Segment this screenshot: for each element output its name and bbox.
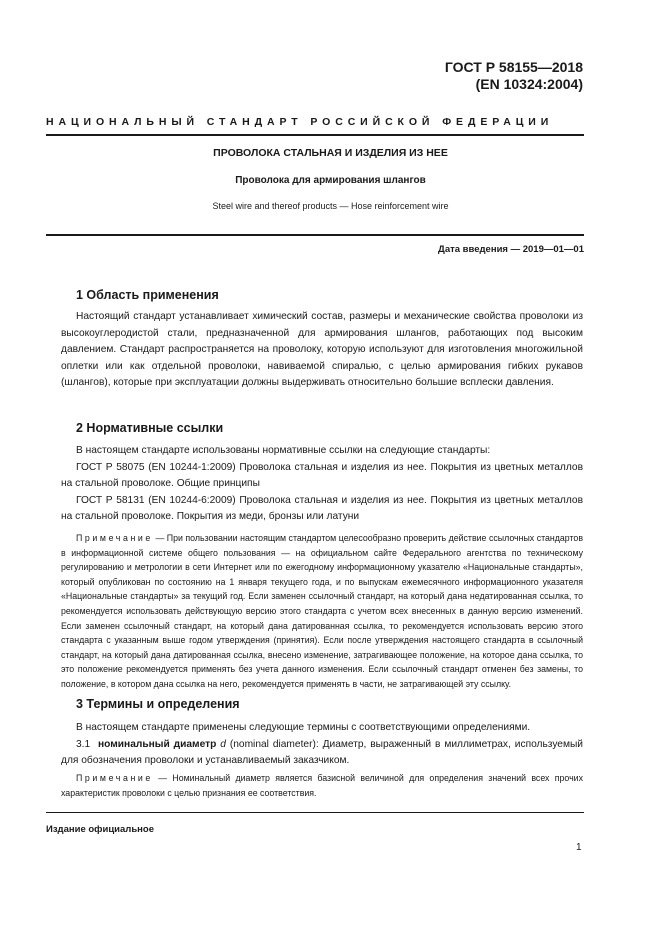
title-divider: [46, 234, 584, 236]
footer-divider: [46, 812, 584, 813]
page-number: 1: [576, 842, 582, 853]
section-3-heading: 3 Термины и определения: [76, 697, 240, 711]
gost-number: ГОСТ Р 58155—2018: [444, 59, 583, 75]
gost-designation: [445, 59, 583, 93]
english-title: Steel wire and thereof products — Hose reinforcement wire: [212, 201, 449, 211]
official-edition-label: Издание официальное: [46, 824, 154, 835]
note-label: Примечание: [76, 533, 153, 543]
term-symbol: d: [220, 738, 226, 750]
definition-text: (nominal diameter): Диаметр, выраженный в миллиметрах, используемый для обозначения проволоки и устанавливаемый заказчиком.: [61, 738, 583, 767]
section-3-note: [61, 771, 583, 800]
section-3-body: [61, 720, 583, 770]
terms-intro: В настоящем стандарте применены следующие термины с соответствующими определениями.: [76, 722, 531, 733]
reference-item: ГОСТ Р 58131 (EN 10244-6:2009) Проволока стальная и изделия из нее. Покрытия из цветных металлов на стальной проволоке. Покрытия из меди, бронзы или латуни: [61, 494, 583, 523]
reference-item: ГОСТ Р 58075 (EN 10244-1:2009) Проволока стальная и изделия из нее. Покрытия из цветных металлов на стальной проволоке. Общие принципы: [61, 461, 583, 490]
note-label: Примечание: [76, 773, 153, 783]
en-number: (EN 10324:2004): [475, 76, 583, 92]
section-2-heading: 2 Нормативные ссылки: [76, 421, 224, 435]
document-title: ПРОВОЛОКА СТАЛЬНАЯ И ИЗДЕЛИЯ ИЗ НЕЕ: [213, 147, 448, 159]
scope-paragraph: Настоящий стандарт устанавливает химический состав, размеры и механические свойства проволоки из высокоуглеродистой стали, предназначенной для армирования шлангов, работающих под высоким давлением. Стандарт распространяется на проволоку, которую используют для изготовления многожильной оплетки или как отдельной проволоки, навиваемой спиралью, с целью армирования гибких рукавов (шлангов), которые при эксплуатации должны выдерживать относительно большие всплески давления.: [61, 311, 583, 389]
references-intro: В настоящем стандарте использованы нормативные ссылки на следующие стандарты:: [76, 445, 491, 456]
document-subtitle: Проволока для армирования шлангов: [235, 175, 426, 186]
section-1-body: [61, 309, 583, 392]
definition-number: 3.1: [76, 738, 91, 750]
introduction-date: Дата введения — 2019—01—01: [438, 244, 584, 255]
note-text: — При пользовании настоящим стандартом целесообразно проверить действие ссылочных стандартов в информационной системе общего пользования — на официальном сайте Федерального агентства по техническому регулированию и метрологии в сети Интернет или по ежегодному информационному указателю «Национальные стандарты», который опубликован по состоянию на 1 января текущего года, и по выпускам ежемесячного информационного указателя «Национальные стандарты» за текущий год. Если заменен ссылочный стандарт, на который дана недатированная ссылка, то рекомендуется использовать действующую версию этого стандарта с учетом всех внесенных в данную версию изменений. Если заменен ссылочный стандарт, на который дана датированная ссылка, то рекомендуется использовать версию этого стандарта с указанным выше годом утверждения (принятия). Если после утверждения настоящего стандарта в ссылочный стандарт, на который дана датированная ссылка, внесено изменение, затрагивающее положение, на которое дана ссылка, то это положение рекомендуется применять без учета данного изменения. Если ссылочный стандарт отменен без замены, то положение, в котором дана ссылка на него, рекомендуется применять в части, не затрагивающей эту ссылку.: [61, 533, 583, 689]
note-text: — Номинальный диаметр является базисной величиной для определения значений всех прочих характеристик проволоки с целью признания ее соответствия.: [61, 773, 583, 798]
section-2-body: [61, 443, 583, 526]
term-definition: [61, 737, 583, 770]
section-2-note: [61, 531, 583, 692]
national-standard-banner: НАЦИОНАЛЬНЫЙ СТАНДАРТ РОССИЙСКОЙ ФЕДЕРАЦИИ: [46, 116, 554, 128]
section-1-heading: 1 Область применения: [76, 288, 219, 302]
term-name: номинальный диаметр: [98, 738, 217, 750]
banner-divider: [46, 134, 584, 136]
